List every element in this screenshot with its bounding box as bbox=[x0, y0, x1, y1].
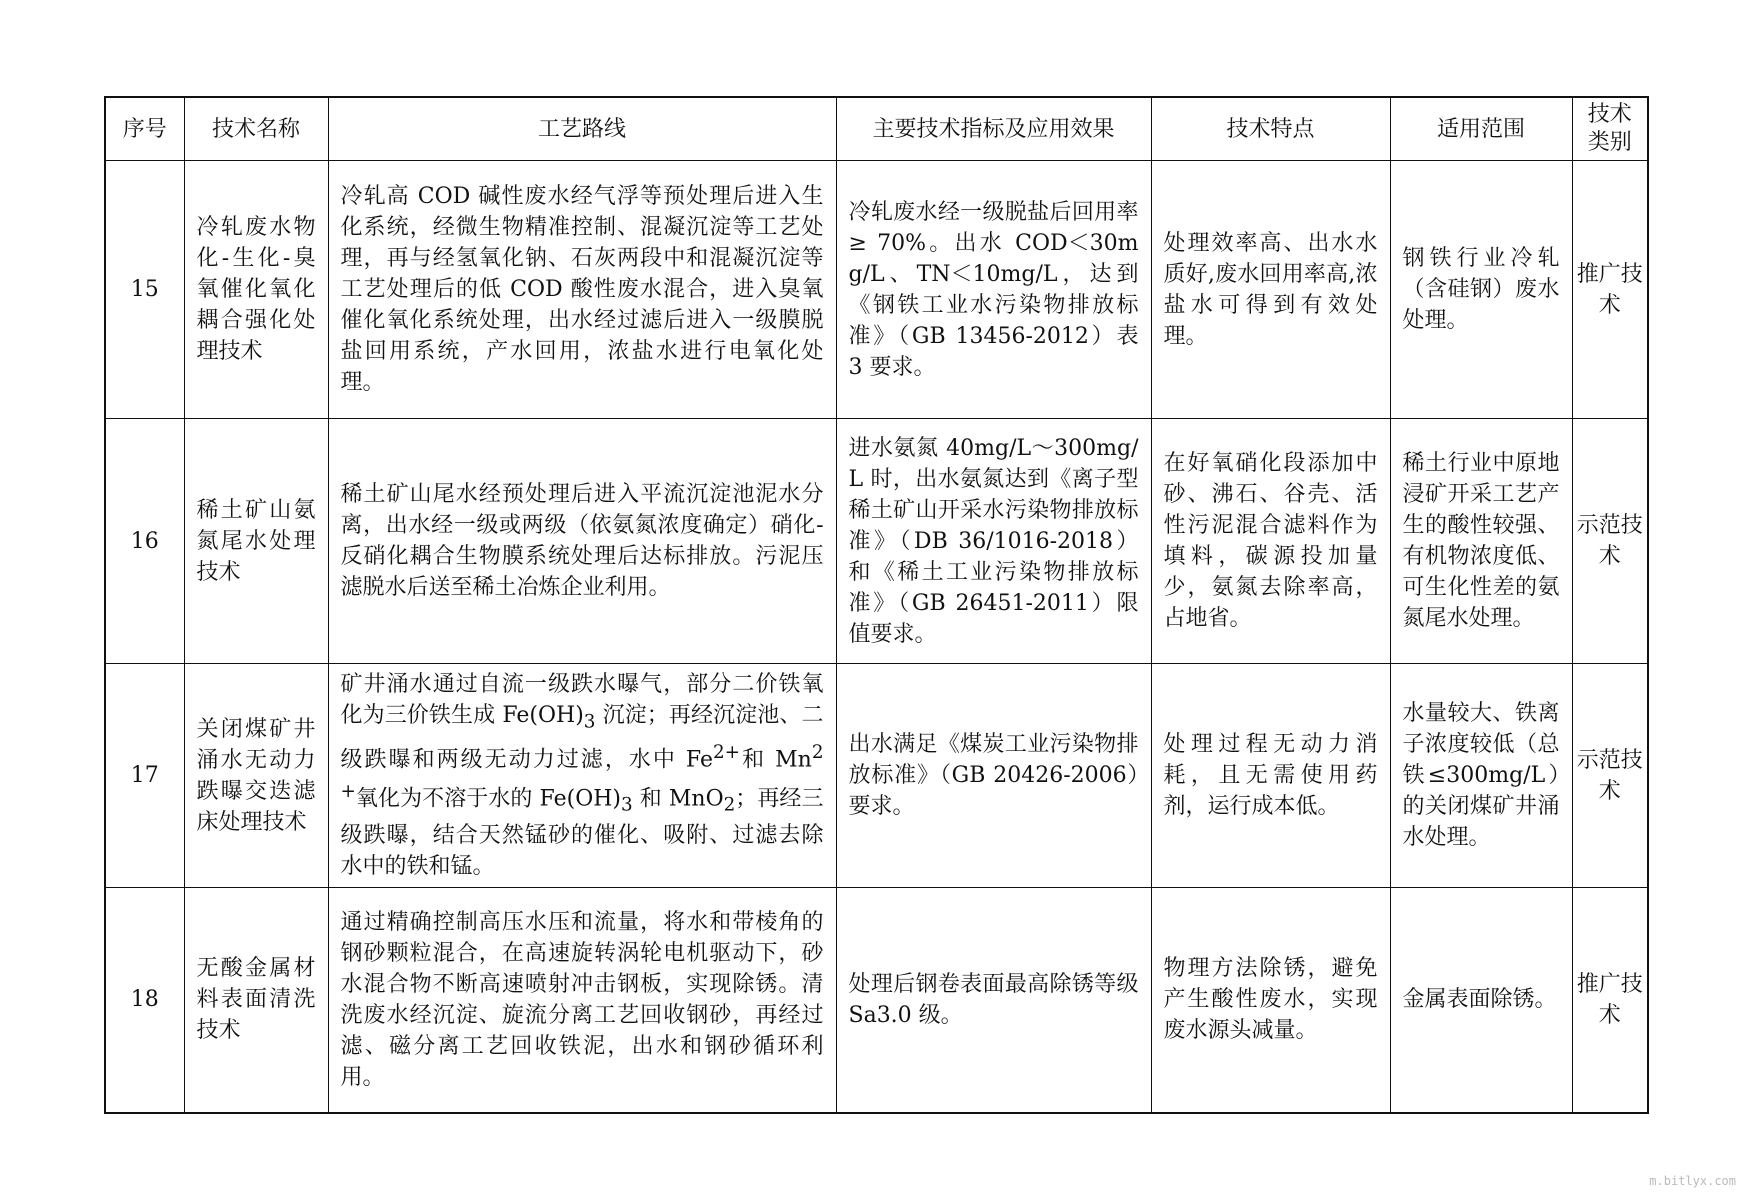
header-name: 技术名称 bbox=[184, 97, 328, 161]
cell-name: 稀土矿山氨氮尾水处理技术 bbox=[184, 419, 328, 664]
cell-no: 16 bbox=[105, 419, 184, 664]
cell-type: 推广技术 bbox=[1572, 161, 1648, 419]
cell-scope: 稀土行业中原地浸矿开采工艺产生的酸性较强、有机物浓度低、可生化性差的氨氮尾水处理。 bbox=[1390, 419, 1572, 664]
cell-features: 处理过程无动力消耗，且无需使用药剂，运行成本低。 bbox=[1151, 664, 1390, 888]
header-type: 技术类别 bbox=[1572, 97, 1648, 161]
process-text: 氧化为不溶于水的 Fe(OH) bbox=[355, 785, 622, 811]
cell-process: 通过精确控制高压水压和流量，将水和带棱角的钢砂颗粒混合，在高速旋转涡轮电机驱动下，砂水混合物不断高速喷射冲击钢板，实现除锈。清洗废水经沉淀、旋流分离工艺回收钢砂，再经过滤、磁分离工艺回收铁泥，出水和钢砂循环利用。 bbox=[328, 888, 836, 1113]
process-text: ；再经三级跌曝，结合天然锰砂的催化、吸附、过滤去除水中的铁和锰。 bbox=[340, 785, 824, 880]
table-row bbox=[105, 664, 1648, 888]
cell-features: 物理方法除锈，避免产生酸性废水，实现废水源头减量。 bbox=[1151, 888, 1390, 1113]
cell-indicators: 处理后钢卷表面最高除锈等级 Sa3.0 级。 bbox=[836, 888, 1151, 1113]
table-row bbox=[105, 419, 1648, 664]
header-process: 工艺路线 bbox=[328, 97, 836, 161]
cell-no: 17 bbox=[105, 664, 184, 888]
cell-indicators: 冷轧废水经一级脱盐后回用率 ≥ 70%。出水 COD＜30mg/L、TN＜10mg/L，达到《钢铁工业水污染物排放标准》（GB 13456-2012）表 3 要求。 bbox=[836, 161, 1151, 419]
cell-scope: 金属表面除锈。 bbox=[1390, 888, 1572, 1113]
process-text: 矿井涌水通过自流一级跌水曝气，部分二价铁氧化为三价铁生成 Fe(OH) bbox=[340, 671, 824, 728]
cell-scope: 水量较大、铁离子浓度较低（总铁≤300mg/L）的关闭煤矿井涌水处理。 bbox=[1390, 664, 1572, 888]
table-row bbox=[105, 888, 1648, 1113]
cell-type: 推广技术 bbox=[1572, 888, 1648, 1113]
process-text: 和 Mn bbox=[740, 747, 812, 773]
cell-features: 在好氧硝化段添加中砂、沸石、谷壳、活性污泥混合滤料作为填料，碳源投加量少，氨氮去除率高，占地省。 bbox=[1151, 419, 1390, 664]
cell-no: 15 bbox=[105, 161, 184, 419]
process-text: 和 MnO bbox=[632, 785, 724, 811]
header-no: 序号 bbox=[105, 97, 184, 161]
cell-process: 冷轧高 COD 碱性废水经气浮等预处理后进入生化系统，经微生物精准控制、混凝沉淀等工艺处理，再与经氢氧化钠、石灰两段中和混凝沉淀等工艺处理后的低 COD 酸性废水混合，进入臭氧催化氧化系统处理，出水经过滤后进入一级膜脱盐回用系统，产水回用，浓盐水进行电氧化处理。 bbox=[328, 161, 836, 419]
process-text: 沉淀；再经沉淀池、二级跌曝和两级无动力过滤，水中 Fe bbox=[340, 702, 824, 773]
cell-indicators: 进水氨氮 40mg/L～300mg/L 时，出水氨氮达到《离子型稀土矿山开采水污染物排放标准》（DB 36/1016-2018）和《稀土工业污染物排放标准》（GB 26451-2011）限值要求。 bbox=[836, 419, 1151, 664]
subscript: 2 bbox=[723, 794, 736, 816]
cell-type: 示范技术 bbox=[1572, 664, 1648, 888]
table-row bbox=[105, 161, 1648, 419]
watermark: m.bitlyx.com bbox=[1649, 1174, 1736, 1188]
cell-indicators: 出水满足《煤炭工业污染物排放标准》（GB 20426-2006）要求。 bbox=[836, 664, 1151, 888]
cell-process bbox=[328, 664, 836, 888]
header-features: 技术特点 bbox=[1151, 97, 1390, 161]
cell-name: 无酸金属材料表面清洗技术 bbox=[184, 888, 328, 1113]
cell-name: 冷轧废水物化-生化-臭氧催化氧化耦合强化处理技术 bbox=[184, 161, 328, 419]
superscript: 2+ bbox=[713, 742, 741, 764]
cell-name: 关闭煤矿井涌水无动力跌曝交迭滤床处理技术 bbox=[184, 664, 328, 888]
cell-process: 稀土矿山尾水经预处理后进入平流沉淀池泥水分离，出水经一级或两级（依氨氮浓度确定）硝化-反硝化耦合生物膜系统处理后达标排放。污泥压滤脱水后送至稀土冶炼企业利用。 bbox=[328, 419, 836, 664]
subscript: 3 bbox=[621, 794, 633, 816]
subscript: 3 bbox=[583, 711, 596, 733]
superscript: 2+ bbox=[340, 742, 824, 802]
header-indicators: 主要技术指标及应用效果 bbox=[836, 97, 1151, 161]
header-scope: 适用范围 bbox=[1390, 97, 1572, 161]
cell-features: 处理效率高、出水水质好,废水回用率高,浓盐水可得到有效处理。 bbox=[1151, 161, 1390, 419]
cell-scope: 钢铁行业冷轧（含硅钢）废水处理。 bbox=[1390, 161, 1572, 419]
technology-table bbox=[104, 96, 1649, 1114]
header-row bbox=[105, 97, 1648, 161]
cell-no: 18 bbox=[105, 888, 184, 1113]
cell-type: 示范技术 bbox=[1572, 419, 1648, 664]
